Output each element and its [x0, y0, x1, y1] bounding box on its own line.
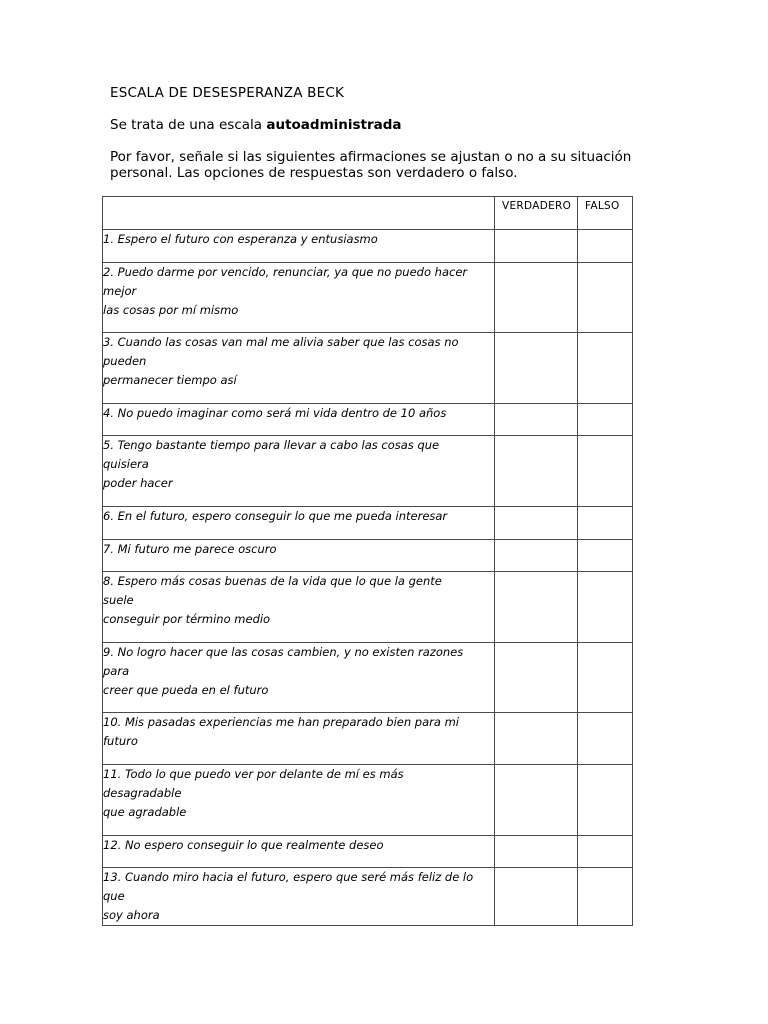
item-statement-cell [103, 713, 495, 765]
hopelessness-scale-table [102, 196, 633, 926]
answer-true-cell[interactable] [495, 836, 578, 868]
answer-true-cell[interactable] [495, 333, 578, 404]
item-statement-line: 7. Mi futuro me parece oscuro [103, 542, 277, 556]
answer-false-cell[interactable] [578, 572, 633, 643]
table-row [103, 868, 633, 926]
table-row [103, 836, 633, 868]
answer-false-cell[interactable] [578, 436, 633, 507]
answer-true-cell[interactable] [495, 765, 578, 836]
answer-false-cell[interactable] [578, 404, 633, 436]
item-statement-line: 12. No espero conseguir lo que realmente deseo [103, 838, 384, 852]
item-statement-line: suele [103, 593, 134, 607]
table-row [103, 540, 633, 572]
item-statement-line: 5. Tengo bastante tiempo para llevar a cabo las cosas que [103, 438, 440, 452]
item-statement-line: para [103, 664, 130, 678]
item-statement-line: creer que pueda en el futuro [103, 683, 269, 697]
item-statement-line: quisiera [103, 457, 149, 471]
item-statement-line: conseguir por término medio [103, 612, 271, 626]
item-statement-line: 8. Espero más cosas buenas de la vida que lo que la gente [103, 574, 442, 588]
item-statement-cell [103, 404, 495, 436]
answer-true-cell[interactable] [495, 507, 578, 540]
answer-true-cell[interactable] [495, 230, 578, 263]
document-title: ESCALA DE DESESPERANZA BECK [110, 85, 345, 101]
answer-true-cell[interactable] [495, 572, 578, 643]
item-statement-line: desagradable [103, 786, 182, 800]
item-statement-line: 1. Espero el futuro con esperanza y entusiasmo [103, 232, 378, 246]
answer-true-cell[interactable] [495, 868, 578, 926]
header-item-column [103, 197, 495, 230]
item-statement-cell [103, 507, 495, 540]
item-statement-cell [103, 643, 495, 713]
table-row [103, 436, 633, 507]
item-statement-cell [103, 263, 495, 333]
item-statement-line: 9. No logro hacer que las cosas cambien, y no existen razones [103, 645, 464, 659]
item-statement-line: 4. No puedo imaginar como será mi vida dentro de 10 años [103, 406, 447, 420]
item-statement-line: 10. Mis pasadas experiencias me han preparado bien para mi [103, 715, 459, 729]
table-row [103, 713, 633, 765]
answer-true-cell[interactable] [495, 643, 578, 713]
answer-false-cell[interactable] [578, 836, 633, 868]
answer-false-cell[interactable] [578, 263, 633, 333]
answer-false-cell[interactable] [578, 230, 633, 263]
item-statement-cell [103, 572, 495, 643]
item-statement-line: 6. En el futuro, espero conseguir lo que me pueda interesar [103, 509, 448, 523]
answer-false-cell[interactable] [578, 868, 633, 926]
intro-bold-term: autoadministrada [266, 117, 402, 133]
item-statement-line: futuro [103, 734, 138, 748]
item-statement-cell [103, 540, 495, 572]
answer-false-cell[interactable] [578, 333, 633, 404]
item-statement-cell [103, 765, 495, 836]
item-statement-line: mejor [103, 284, 137, 298]
intro-paragraph [110, 117, 402, 133]
instructions-paragraph: Por favor, señale si las siguientes afirmaciones se ajustan o no a su situación personal. Las opciones de respuestas son verdadero o falso. [110, 149, 632, 181]
table-row [103, 263, 633, 333]
item-statement-cell [103, 868, 495, 926]
item-statement-line: poder hacer [103, 476, 173, 490]
item-statement-line: 13. Cuando miro hacia el futuro, espero que seré más feliz de lo [103, 870, 474, 884]
item-statement-cell [103, 230, 495, 263]
item-statement-line: pueden [103, 354, 147, 368]
answer-true-cell[interactable] [495, 540, 578, 572]
item-statement-line: que agradable [103, 805, 187, 819]
item-statement-line: 2. Puedo darme por vencido, renunciar, ya que no puedo hacer [103, 265, 468, 279]
answer-false-cell[interactable] [578, 540, 633, 572]
answer-true-cell[interactable] [495, 713, 578, 765]
table-body [103, 230, 633, 926]
item-statement-line: 11. Todo lo que puedo ver por delante de mí es más [103, 767, 404, 781]
answer-false-cell[interactable] [578, 765, 633, 836]
item-statement-line: soy ahora [103, 908, 160, 922]
answer-false-cell[interactable] [578, 507, 633, 540]
table-row [103, 230, 633, 263]
item-statement-cell [103, 333, 495, 404]
item-statement-line: 3. Cuando las cosas van mal me alivia saber que las cosas no [103, 335, 459, 349]
table-row [103, 572, 633, 643]
table-row [103, 507, 633, 540]
table-row [103, 333, 633, 404]
item-statement-line: las cosas por mí mismo [103, 303, 239, 317]
item-statement-line: que [103, 889, 125, 903]
answer-true-cell[interactable] [495, 263, 578, 333]
table-row [103, 765, 633, 836]
answer-false-cell[interactable] [578, 643, 633, 713]
table-row [103, 643, 633, 713]
item-statement-line: permanecer tiempo así [103, 373, 237, 387]
table-header-row [103, 197, 633, 230]
intro-text: Se trata de una escala [110, 117, 267, 133]
answer-false-cell[interactable] [578, 713, 633, 765]
header-true-column: VERDADERO [495, 197, 578, 230]
answer-true-cell[interactable] [495, 404, 578, 436]
item-statement-cell [103, 436, 495, 507]
item-statement-cell [103, 836, 495, 868]
table-row [103, 404, 633, 436]
answer-true-cell[interactable] [495, 436, 578, 507]
header-false-column: FALSO [578, 197, 633, 230]
